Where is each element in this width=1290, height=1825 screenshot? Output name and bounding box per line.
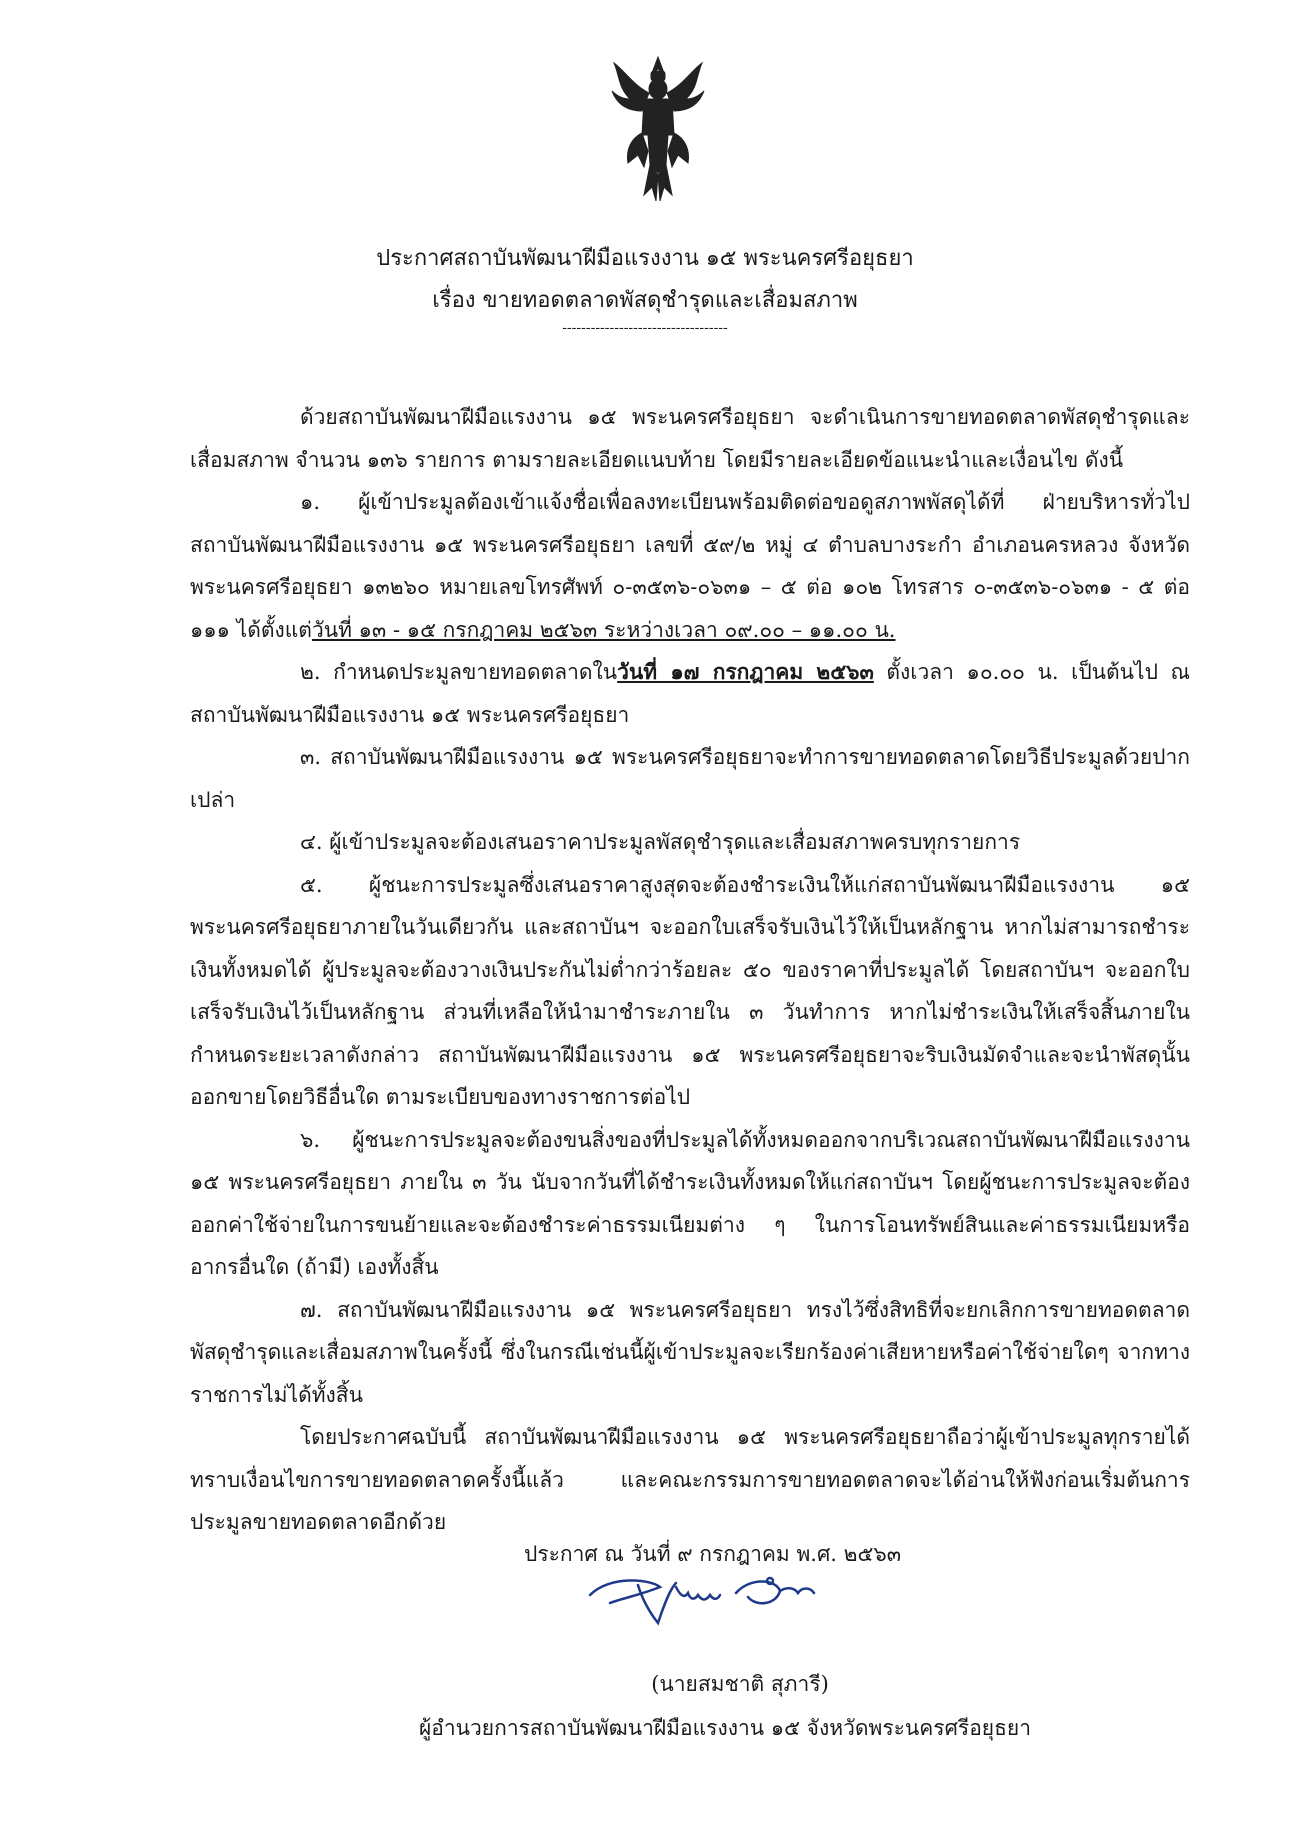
announcement-subject: เรื่อง ขายทอดตลาดพัสดุชำรุดและเสื่อมสภาพ <box>432 288 858 313</box>
item-2-date: วันที่ ๑๗ กรกฎาคม ๒๕๖๓ <box>617 659 874 684</box>
title-separator: ----------------------------------- <box>562 320 728 336</box>
item-1-schedule: วันที่ ๑๓ - ๑๕ กรกฎาคม ๒๕๖๓ ระหว่างเวลา ๐๙.๐๐ – ๑๑.๐๐ น. <box>311 617 896 642</box>
intro-paragraph: ด้วยสถาบันพัฒนาฝีมือแรงงาน ๑๕ พระนครศรีอยุธยา จะดำเนินการขายทอดตลาดพัสดุชำรุดและเสื่อมสภาพ จำนวน ๑๓๖ รายการ ตามรายละเอียดแนบท้าย โดยมีรายละเอียดข้อแนะนำและเงื่อนไข ดังนี้ <box>190 405 1190 472</box>
item-3: ๓. สถาบันพัฒนาฝีมือแรงงาน ๑๕ พระนครศรีอยุธยาจะทำการขายทอดตลาดโดยวิธีประมูลด้วยปากเปล่า <box>190 745 1190 812</box>
garuda-emblem-icon <box>608 55 708 205</box>
signer-position: ผู้อำนวยการสถาบันพัฒนาฝีมือแรงงาน ๑๕ จังหวัดพระนครศรีอยุธยา <box>418 1716 1032 1740</box>
signer-name: (นายสมชาติ สุภารี) <box>651 1672 829 1696</box>
item-2-rest: ตั้งเวลา ๑๐.๐๐ น. เป็นต้นไป ณ สถาบันพัฒนาฝีมือแรงงาน ๑๕ พระนครศรีอยุธยา <box>190 660 1190 727</box>
item-2-text: ๒. กำหนดประมูลขายทอดตลาดใน <box>300 660 618 684</box>
item-1-text: ๑. ผู้เข้าประมูลต้องเข้าแจ้งชื่อเพื่อลงทะเบียนพร้อมติดต่อขอดูสภาพพัสดุได้ที่ ฝ่ายบริหารทั่วไป สถาบันพัฒนาฝีมือแรงงาน ๑๕ พระนครศรีอยุธยา เลขที่ ๕๙/๒ หมู่ ๔ ตำบลบางระกำ อำเภอนครหลวง จังหวัดพระนครศรีอยุธยา ๑๓๒๖๐ หมายเลขโทรศัพท์ ๐-๓๕๓๖-๐๖๓๑ – ๕ ต่อ ๑๐๒ โทรสาร ๐-๓๕๓๖-๐๖๓๑ - ๕ ต่อ ๑๑๑ ได้ตั้งแต่ <box>190 490 1190 642</box>
item-1 <box>190 481 1190 651</box>
announcement-date: ประกาศ ณ วันที่ ๙ กรกฎาคม พ.ศ. ๒๕๖๓ <box>524 1542 902 1566</box>
announcement-body <box>190 396 1190 1544</box>
item-2 <box>190 651 1190 736</box>
closing-paragraph: โดยประกาศฉบับนี้ สถาบันพัฒนาฝีมือแรงงาน ๑๕ พระนครศรีอยุธยาถือว่าผู้เข้าประมูลทุกรายได้ทราบเงื่อนไขการขายทอดตลาดครั้งนี้แล้ว และคณะกรรมการขายทอดตลาดจะได้อ่านให้ฟังก่อนเริ่มต้นการประมูลขายทอดตลาดอีกด้วย <box>190 1425 1190 1534</box>
item-4: ๔. ผู้เข้าประมูลจะต้องเสนอราคาประมูลพัสดุชำรุดและเสื่อมสภาพครบทุกรายการ <box>300 830 1021 854</box>
item-6: ๖. ผู้ชนะการประมูลจะต้องขนสิ่งของที่ประมูลได้ทั้งหมดออกจากบริเวณสถาบันพัฒนาฝีมือแรงงาน ๑๕ พระนครศรีอยุธยา ภายใน ๓ วัน นับจากวันที่ได้ชำระเงินทั้งหมดให้แก่สถาบันฯ โดยผู้ชนะการประมูลจะต้องออกค่าใช้จ่ายในการขนย้ายและจะต้องชำระค่าธรรมเนียมต่าง ๆ ในการโอนทรัพย์สินและค่าธรรมเนียมหรืออากรอื่นใด (ถ้ามี) เองทั้งสิ้น <box>190 1127 1190 1279</box>
item-7: ๗. สถาบันพัฒนาฝีมือแรงงาน ๑๕ พระนครศรีอยุธยา ทรงไว้ซึ่งสิทธิที่จะยกเลิกการขายทอดตลาดพัสดุชำรุดและเสื่อมสภาพในครั้งนี้ ซึ่งในกรณีเช่นนี้ผู้เข้าประมูลจะเรียกร้องค่าเสียหายหรือค่าใช้จ่ายใดๆ จากทางราชการไม่ได้ทั้งสิ้น <box>190 1297 1190 1407</box>
signature-icon <box>580 1565 880 1635</box>
announcement-title: ประกาศสถาบันพัฒนาฝีมือแรงงาน ๑๕ พระนครศรีอยุธยา <box>376 246 914 271</box>
item-5: ๕. ผู้ชนะการประมูลซึ่งเสนอราคาสูงสุดจะต้องชำระเงินให้แก่สถาบันพัฒนาฝีมือแรงงาน ๑๕ พระนครศรีอยุธยาภายในวันเดียวกัน และสถาบันฯ จะออกใบเสร็จรับเงินไว้ให้เป็นหลักฐาน หากไม่สามารถชำระเงินทั้งหมดได้ ผู้ประมูลจะต้องวางเงินประกันไม่ต่ำกว่าร้อยละ ๕๐ ของราคาที่ประมูลได้ โดยสถาบันฯ จะออกใบเสร็จรับเงินไว้เป็นหลักฐาน ส่วนที่เหลือให้นำมาชำระภายใน ๓ วันทำการ หากไม่ชำระเงินให้เสร็จสิ้นภายในกำหนดระยะเวลาดังกล่าว สถาบันพัฒนาฝีมือแรงงาน ๑๕ พระนครศรีอยุธยาจะริบเงินมัดจำและจะนำพัสดุนั้นออกขายโดยวิธีอื่นใด ตามระเบียบของทางราชการต่อไป <box>190 872 1190 1109</box>
